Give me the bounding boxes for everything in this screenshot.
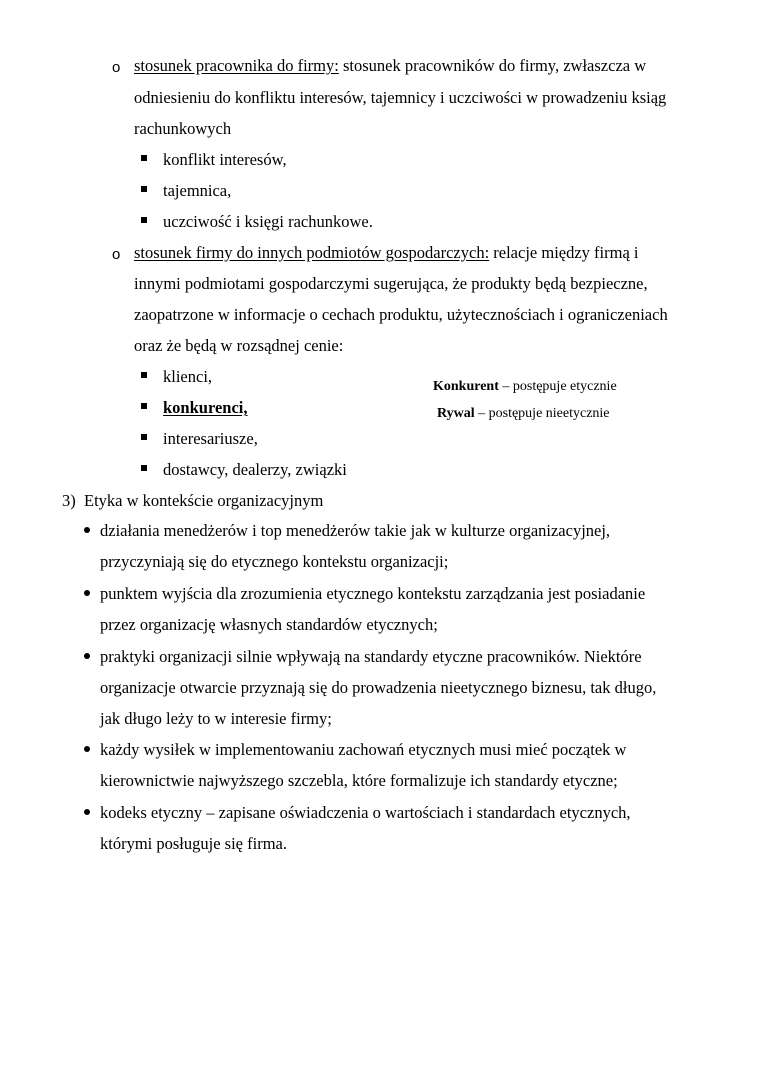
note-desc: – postępuje etycznie bbox=[498, 379, 617, 394]
paragraph-line: zaopatrzone w informacje o cechach produktu, użytecznościach i ograniczeniach bbox=[134, 305, 668, 324]
list-item: klienci, bbox=[163, 367, 213, 386]
paragraph-line: rachunkowych bbox=[134, 119, 232, 138]
list-item-emphasized: konkurenci, bbox=[163, 398, 248, 417]
section-number: 3) bbox=[62, 491, 76, 510]
note-konkurent bbox=[433, 379, 617, 395]
subitem-text: relacje między firmą i bbox=[489, 243, 639, 262]
list-item: dostawcy, dealerzy, związki bbox=[163, 460, 347, 479]
list-item: tajemnica, bbox=[163, 181, 232, 200]
bullet-line: przyczyniają się do etycznego kontekstu organizacji; bbox=[100, 552, 449, 571]
circle-bullet-icon: o bbox=[112, 246, 121, 263]
list-item: konflikt interesów, bbox=[163, 150, 287, 169]
bullet-dot-icon bbox=[84, 746, 90, 752]
paragraph-line: oraz że będą w rozsądnej cenie: bbox=[134, 336, 344, 355]
bullet-dot-icon bbox=[84, 527, 90, 533]
subitem-employee-firm bbox=[134, 56, 646, 76]
circle-bullet-icon: o bbox=[112, 59, 121, 76]
note-desc: – postępuje nieetycznie bbox=[474, 406, 610, 421]
note-term: Konkurent bbox=[433, 379, 499, 394]
subitem-title: stosunek pracownika do firmy: bbox=[134, 56, 339, 75]
bullet-line: punktem wyjścia dla zrozumienia etycznego kontekstu zarządzania jest posiadanie bbox=[100, 584, 646, 603]
bullet-dot-icon bbox=[84, 809, 90, 815]
bullet-dot-icon bbox=[84, 590, 90, 596]
bullet-line: każdy wysiłek w implementowaniu zachowań etycznych musi mieć początek w bbox=[100, 740, 627, 759]
bullet-dot-icon bbox=[84, 653, 90, 659]
bullet-line: działania menedżerów i top menedżerów takie jak w kulturze organizacyjnej, bbox=[100, 521, 611, 540]
square-bullet-icon bbox=[141, 403, 147, 409]
list-item: interesariusze, bbox=[163, 429, 258, 448]
paragraph-line: odniesieniu do konfliktu interesów, tajemnicy i uczciwości w prowadzeniu ksiąg bbox=[134, 88, 667, 107]
bullet-line: kierownictwie najwyższego szczebla, które formalizuje ich standardy etyczne; bbox=[100, 771, 618, 790]
bullet-line: kodeks etyczny – zapisane oświadczenia o wartościach i standardach etycznych, bbox=[100, 803, 631, 822]
square-bullet-icon bbox=[141, 155, 147, 161]
subitem-title: stosunek firmy do innych podmiotów gospodarczych: bbox=[134, 243, 490, 262]
subitem-text: stosunek pracowników do firmy, zwłaszcza w bbox=[338, 56, 647, 75]
square-bullet-icon bbox=[141, 465, 147, 471]
bullet-line: jak długo leży to w interesie firmy; bbox=[100, 709, 332, 728]
subitem-firm-relations bbox=[134, 243, 639, 263]
bullet-line: organizacje otwarcie przyznają się do prowadzenia nieetycznego biznesu, tak długo, bbox=[100, 678, 657, 697]
paragraph-line: innymi podmiotami gospodarczymi sugerująca, że produkty będą bezpieczne, bbox=[134, 274, 648, 293]
square-bullet-icon bbox=[141, 372, 147, 378]
bullet-line: którymi posługuje się firma. bbox=[100, 834, 287, 853]
bullet-line: praktyki organizacji silnie wpływają na standardy etyczne pracowników. Niektóre bbox=[100, 647, 642, 666]
list-item: uczciwość i księgi rachunkowe. bbox=[163, 212, 373, 231]
section-heading: Etyka w kontekście organizacyjnym bbox=[84, 491, 324, 510]
square-bullet-icon bbox=[141, 186, 147, 192]
note-term: Rywal bbox=[437, 406, 475, 421]
bullet-line: przez organizację własnych standardów etycznych; bbox=[100, 615, 438, 634]
square-bullet-icon bbox=[141, 217, 147, 223]
square-bullet-icon bbox=[141, 434, 147, 440]
note-rywal bbox=[437, 406, 610, 422]
